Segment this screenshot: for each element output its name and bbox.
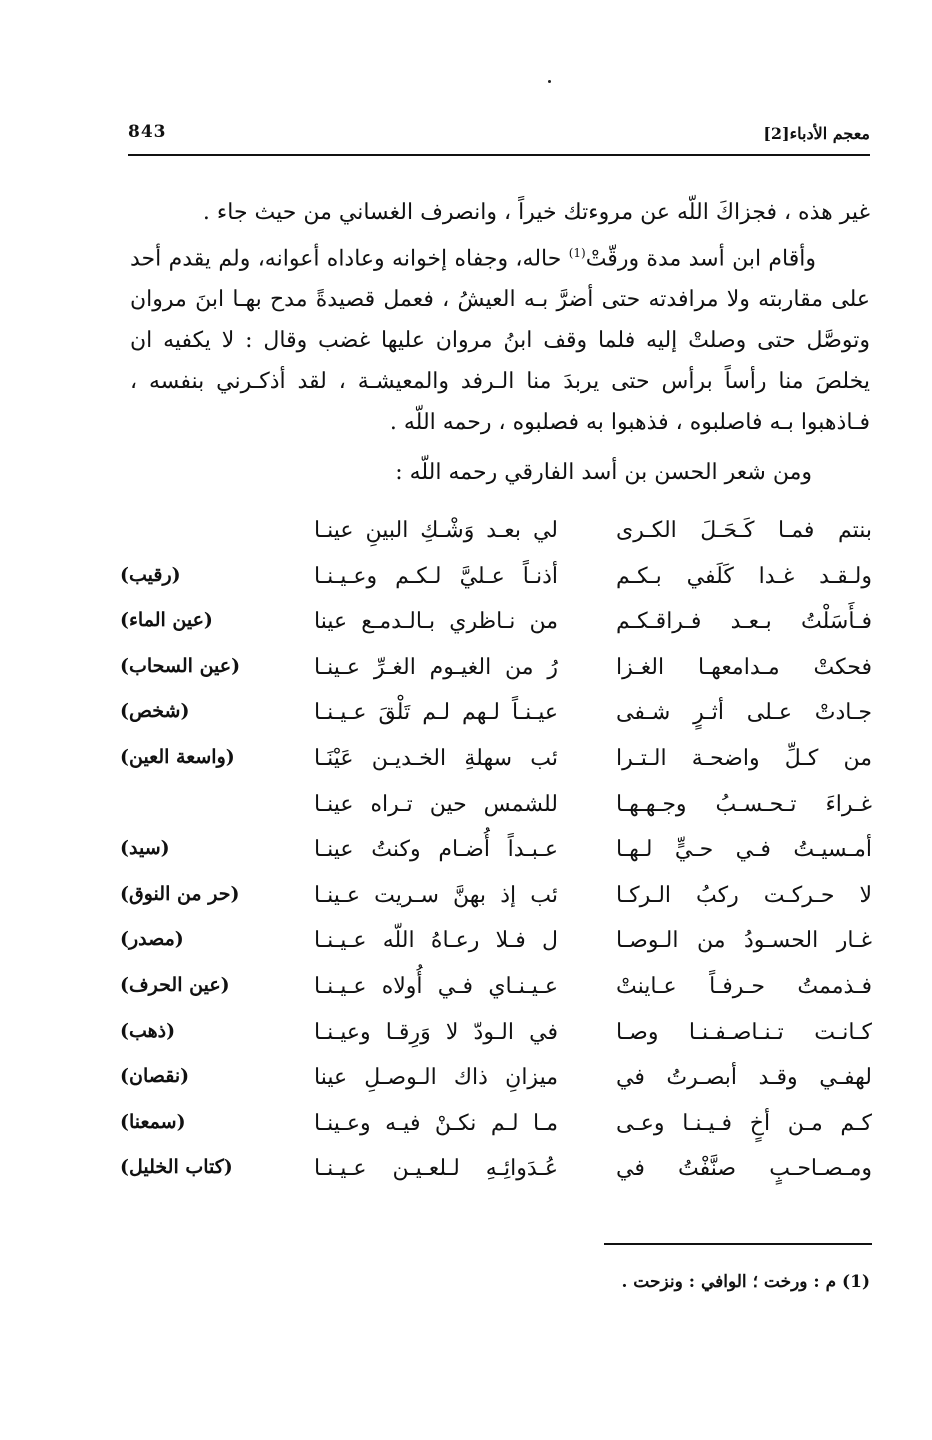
header-title: معجم الأدباء[2] xyxy=(763,124,870,143)
poem-verse xyxy=(110,792,872,836)
verse-first-hemistich: فـأَسَلْتُ بـعـد فـراقـكـم xyxy=(616,609,872,635)
verse-gloss: (واسعة العين) xyxy=(120,746,235,768)
verse-gloss: (عين السحاب) xyxy=(120,654,241,677)
poem-verse xyxy=(110,1065,872,1109)
verse-first-hemistich: كـانـت تـنـاصـفـنـا وصـا xyxy=(616,1019,872,1045)
prose-text xyxy=(130,192,870,443)
poem-verse xyxy=(110,700,872,744)
verse-second-hemistich: ل فـلا رعـاهُ اللّه عـيـنـا xyxy=(314,928,558,954)
verse-second-hemistich: في الـودّ لا وَرِقـا وعيـنـا xyxy=(314,1019,558,1045)
verse-first-hemistich: أمـسيـتُ فـي حـيٍّ لـهـا xyxy=(616,837,872,863)
footnote-reference[interactable]: (1) xyxy=(568,246,586,260)
verse-gloss: (حر من النوق) xyxy=(120,882,240,905)
verse-second-hemistich: عـيـنـاي فـي أُولاه عـيـنـا xyxy=(314,974,558,999)
poem-verse xyxy=(110,655,872,699)
poem-verse xyxy=(110,1156,872,1200)
verse-second-hemistich: ميزانِ ذاك الـوصـلِ عينا xyxy=(314,1065,558,1091)
verse-first-hemistich: لا حـركـت ركبُ الـركـا xyxy=(616,882,872,908)
verse-gloss: (ذهب) xyxy=(120,1019,176,1042)
verse-first-hemistich: ومـصـاحـبٍ صنَّفْتُ في xyxy=(616,1156,872,1182)
poem-verse xyxy=(110,1111,872,1155)
verse-first-hemistich: بنتم فمـا كَـحَـلَ الكـرى xyxy=(616,518,872,543)
verse-second-hemistich: لي بعـد وَشْـكِ البينِ عينـا xyxy=(314,518,558,543)
verse-second-hemistich: من نـاظري بـالـدمـع عينا xyxy=(314,609,558,635)
poem-verse xyxy=(110,609,872,653)
poem-verse xyxy=(110,1020,872,1064)
verse-first-hemistich: فـذممتُ حـرفـاً عـاينتْ xyxy=(616,974,872,999)
verse-gloss: (سيد) xyxy=(120,837,170,860)
verse-second-hemistich: رُ من الغيـوم الغـرِّ عـينـا xyxy=(314,654,558,680)
verse-first-hemistich: غـار الحسـودُ من الـوصـا xyxy=(616,928,872,954)
verse-first-hemistich: غـراءَ تـحـسـبُ وجـهـهـا xyxy=(616,791,872,817)
verse-first-hemistich: من كـلِّ واضحـة الـتـرا xyxy=(616,746,872,771)
poem-verse xyxy=(110,564,872,608)
prose-para2-rest: حاله، وجفاه إخوانه وعاداه أعوانه، ولم يقدم أحد على مقاربته ولا مرافدته حتى أضرَّ بـه العيشُ ، فعمل قصيدةً مدح بهـا ابنَ مروان وتوصَّل حتى وصلتْ إليه فلما وقف ابنُ مروان عليها غضب وقال : لا يكفيه ان يخلصَ منا رأساً برأس حتى يربدَ منا الـرفد والمعيشـة ، لقد أذكـرني بنفسه ، فـاذهبوا بـه فاصلبوه ، فذهبوا به فصلبوه ، رحمه اللّه . xyxy=(130,246,870,436)
verse-first-hemistich: فحكتْ مـدامعهـا الغـزا xyxy=(616,654,872,680)
poem-verse xyxy=(110,518,872,562)
footnote-divider xyxy=(604,1243,872,1245)
verse-gloss: (شخص) xyxy=(120,700,190,723)
verse-gloss: (سمعنا) xyxy=(120,1110,186,1133)
verse-second-hemistich: عـبـداً أُضـام وكنتُ عينـا xyxy=(314,837,558,863)
verse-second-hemistich: للشمس حين تـراه عينـا xyxy=(314,791,558,817)
verse-gloss: (كتاب الخليل) xyxy=(120,1156,233,1179)
verse-second-hemistich: عيـنـاً لـهم لـم تَلْقَ عـيـنـا xyxy=(314,700,558,726)
poem-verse xyxy=(110,837,872,881)
prose-line-1: غير هذه ، فجزاكَ اللّه عن مروءتك خيراً ، وانصرف الغساني من حيث جاء . xyxy=(202,200,870,225)
poem-verse xyxy=(110,746,872,790)
page-number: 843 xyxy=(128,122,167,142)
footnote: (1) م : ورخت ؛ الوافي : ونزحت . xyxy=(621,1272,870,1292)
running-header xyxy=(128,120,870,156)
verse-second-hemistich: أذنـاً عـليَّ لـكـم وعـيـنـا xyxy=(314,563,558,589)
verse-gloss: (رقيب) xyxy=(120,563,181,586)
prose-para2-start: وأقام ابن أسد مدة ورقّتْ xyxy=(585,246,816,272)
verse-second-hemistich: مـا لـم نكـنْ فيـه وعـينـا xyxy=(314,1110,558,1136)
poem xyxy=(110,518,872,1198)
verse-second-hemistich: ئب سهلةِ الخـديـن عَيْنَـا xyxy=(314,746,558,771)
verse-first-hemistich: لهفـي وقـد أبصـرتُ في xyxy=(616,1065,872,1091)
verse-second-hemistich: ئب إذ بهنَّ سـريت عـينـا xyxy=(314,882,558,908)
verse-gloss: (عين الحرف) xyxy=(120,974,230,996)
verse-first-hemistich: ولـقـد غـدا كَلَفي بـكـم xyxy=(616,563,872,589)
verse-gloss: (عين الماء) xyxy=(120,609,213,632)
stray-dot xyxy=(548,80,551,83)
verse-gloss: (نقصان) xyxy=(120,1065,190,1088)
poem-verse xyxy=(110,974,872,1018)
poem-verse xyxy=(110,928,872,972)
poem-verse xyxy=(110,883,872,927)
verse-second-hemistich: عُـدَوائِـهِ لـلعـيـن عـيـنـا xyxy=(314,1156,558,1182)
verse-gloss: (مصدر) xyxy=(120,928,184,951)
verse-first-hemistich: كـم مـن أخٍ فـيـنـا وعـى xyxy=(616,1110,872,1136)
verse-first-hemistich: جـادتْ عـلى أثـرٍ شـفى xyxy=(616,700,872,726)
poem-intro: ومن شعر الحسن بن أسد الفارقي رحمه اللّه : xyxy=(395,460,812,485)
prose-paragraph-2 xyxy=(130,233,870,443)
